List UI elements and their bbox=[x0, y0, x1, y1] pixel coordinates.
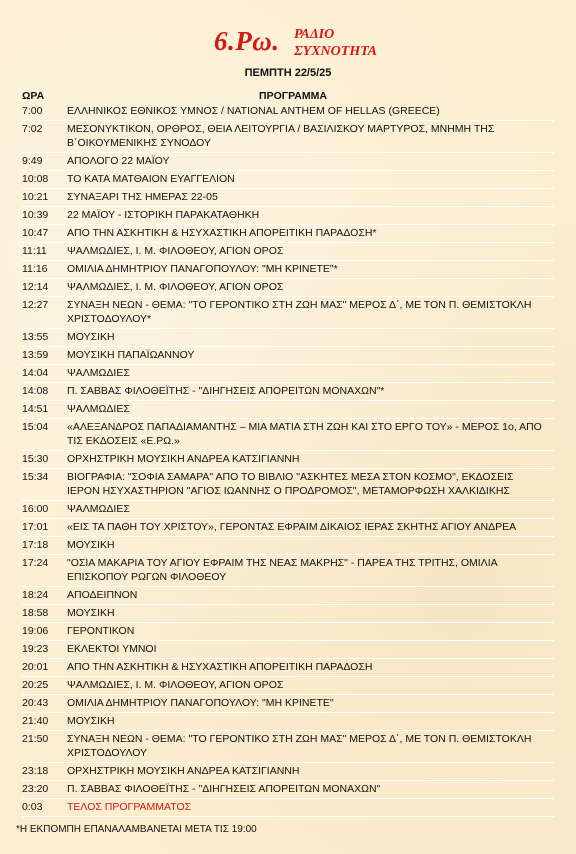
schedule-row bbox=[22, 261, 554, 279]
schedule-program: ΨΑΛΜΩΔΙΕΣ, Ι. Μ. ΦΙΛΟΘΕΟΥ, ΑΓΙΟΝ ΟΡΟΣ bbox=[67, 281, 284, 293]
footnote: *Η ΕΚΠΟΜΠΗ ΕΠΑΝΑΛΑΜΒΑΝΕΤΑΙ ΜΕΤΑ ΤΙΣ 19:00 bbox=[16, 824, 257, 835]
time-column-header: ΩΡΑ bbox=[22, 90, 45, 102]
schedule-time: 7:00 bbox=[22, 105, 43, 117]
schedule-program: ΟΜΙΛΙΑ ΔΗΜΗΤΡΙΟΥ ΠΑΝΑΓΟΠΟΥΛΟΥ: "ΜΗ ΚΡΙΝΕΤΕ" bbox=[67, 697, 334, 709]
schedule-row bbox=[22, 659, 554, 677]
schedule-program: ΜΟΥΣΙΚΗ bbox=[67, 715, 115, 727]
schedule-program: ΣΥΝΑΞΑΡΙ ΤΗΣ ΗΜΕΡΑΣ 22-05 bbox=[67, 191, 218, 203]
schedule-time: 7:02 bbox=[22, 123, 43, 135]
schedule-time: 17:18 bbox=[22, 539, 49, 551]
schedule-row bbox=[22, 419, 554, 451]
schedule-program: «ΑΛΕΞΑΝΔΡΟΣ ΠΑΠΑΔΙΑΜΑΝΤΗΣ – ΜΙΑ ΜΑΤΙΑ ΣΤΗ ΖΩΗ ΚΑΙ ΣΤΟ ΕΡΓΟ ΤΟΥ» - ΜΕΡΟΣ 1ο, ΑΠΟ ΤΙΣ ΕΚΔΟΣΕΙΣ «Ε.ΡΩ.» bbox=[67, 421, 542, 447]
schedule-program: ΑΠΟΛΟΓΟ 22 ΜΑΪΟΥ bbox=[67, 155, 170, 167]
schedule-row bbox=[22, 763, 554, 781]
schedule-program: ΑΠΟ ΤΗΝ ΑΣΚΗΤΙΚΗ & ΗΣΥΧΑΣΤΙΚΗ ΑΠΟΡΕΙΤΙΚΗ ΠΑΡΑΔΟΣΗ* bbox=[67, 227, 377, 239]
schedule-program: ΜΕΣΟΝΥΚΤΙΚΟΝ, ΟΡΘΡΟΣ, ΘΕΙΑ ΛΕΙΤΟΥΡΓΙΑ / ΒΑΣΙΛΙΣΚΟΥ ΜΑΡΤΥΡΟΣ, ΜΝΗΜΗ ΤΗΣ Β΄ΟΙΚΟΥΜΕΝΙΚΗΣ ΣΥΝΟΔΟΥ bbox=[67, 123, 495, 149]
schedule-row bbox=[22, 153, 554, 171]
schedule-row bbox=[22, 171, 554, 189]
schedule-time: 18:58 bbox=[22, 607, 49, 619]
schedule-time: 10:21 bbox=[22, 191, 49, 203]
schedule-time: 18:24 bbox=[22, 589, 49, 601]
schedule-time: 21:50 bbox=[22, 733, 49, 745]
schedule-time: 16:00 bbox=[22, 503, 49, 515]
schedule-program: ΒΙΟΓΡΑΦΙΑ: "ΣΟΦΙΑ ΣΑΜΑΡΑ" ΑΠΟ ΤΟ ΒΙΒΛΙΟ "ΑΣΚΗΤΕΣ ΜΕΣΑ ΣΤΟΝ ΚΟΣΜΟ", ΕΚΔΟΣΕΙΣ ΙΕΡΟΝ ΗΣΥΧΑΣΤΗΡΙΟΝ "ΑΓΙΟΣ ΙΩΑΝΝΗΣ Ο ΠΡΟΔΡΟΜΟΣ", ΜΕΤΑΜΟΡΦΩΣΗ ΧΑΛΚΙΔΙΚΗΣ bbox=[67, 471, 514, 497]
schedule-row bbox=[22, 799, 554, 817]
schedule-table bbox=[22, 103, 554, 817]
schedule-row bbox=[22, 347, 554, 365]
schedule-row bbox=[22, 713, 554, 731]
schedule-program: ΕΛΛΗΝΙΚΟΣ ΕΘΝΙΚΟΣ ΥΜΝΟΣ / NATIONAL ANTHEM OF HELLAS (GREECE) bbox=[67, 105, 440, 117]
schedule-time: 14:51 bbox=[22, 403, 49, 415]
schedule-time: 19:06 bbox=[22, 625, 49, 637]
schedule-row bbox=[22, 555, 554, 587]
logo-line-1: ΡΑΔΙΟ bbox=[294, 27, 335, 42]
schedule-time: 12:27 bbox=[22, 299, 49, 311]
schedule-time: 19:23 bbox=[22, 643, 49, 655]
schedule-row bbox=[22, 587, 554, 605]
schedule-row bbox=[22, 207, 554, 225]
schedule-time: 17:01 bbox=[22, 521, 49, 533]
schedule-time: 20:25 bbox=[22, 679, 49, 691]
schedule-row bbox=[22, 279, 554, 297]
schedule-program: ΜΟΥΣΙΚΗ bbox=[67, 331, 115, 343]
column-headers bbox=[0, 90, 576, 104]
schedule-program: ΑΠΟΔΕΙΠΝΟΝ bbox=[67, 589, 138, 601]
schedule-row bbox=[22, 103, 554, 121]
schedule-date: ΠΕΜΠΤΗ 22/5/25 bbox=[244, 67, 332, 79]
schedule-program: Π. ΣΑΒΒΑΣ ΦΙΛΟΘΕΪΤΗΣ - "ΔΙΗΓΗΣΕΙΣ ΑΠΟΡΕΙΤΩΝ ΜΟΝΑΧΩΝ" bbox=[67, 783, 381, 795]
schedule-time: 11:11 bbox=[22, 245, 47, 257]
schedule-row bbox=[22, 605, 554, 623]
schedule-row bbox=[22, 225, 554, 243]
schedule-row bbox=[22, 297, 554, 329]
schedule-time: 13:59 bbox=[22, 349, 49, 361]
schedule-row bbox=[22, 537, 554, 555]
schedule-time: 15:34 bbox=[22, 471, 49, 483]
schedule-row bbox=[22, 243, 554, 261]
schedule-program: "ΟΣΙΑ ΜΑΚΑΡΙΑ ΤΟΥ ΑΓΙΟΥ ΕΦΡΑΙΜ ΤΗΣ ΝΕΑΣ ΜΑΚΡΗΣ" - ΠΑΡΕΑ ΤΗΣ ΤΡΙΤΗΣ, ΟΜΙΛΙΑ ΕΠΙΣΚΟΠΟΥ ΡΩΓΩΝ ΦΙΛΟΘΕΟΥ bbox=[67, 557, 498, 583]
schedule-program: ΨΑΛΜΩΔΙΕΣ bbox=[67, 367, 130, 379]
schedule-time: 0:03 bbox=[22, 801, 43, 813]
schedule-time: 10:47 bbox=[22, 227, 49, 239]
schedule-time: 10:08 bbox=[22, 173, 49, 185]
schedule-program: ΕΚΛΕΚΤΟΙ ΥΜΝΟΙ bbox=[67, 643, 157, 655]
schedule-row bbox=[22, 469, 554, 501]
schedule-program: ΣΥΝΑΞΗ ΝΕΩΝ - ΘΕΜΑ: "ΤΟ ΓΕΡΟΝΤΙΚΟ ΣΤΗ ΖΩΗ ΜΑΣ" ΜΕΡΟΣ Δ΄, ΜΕ ΤΟΝ Π. ΘΕΜΙΣΤΟΚΛΗ ΧΡΙΣΤΟΔΟΥΛΟΥ bbox=[67, 733, 532, 759]
schedule-program: ΜΟΥΣΙΚΗ bbox=[67, 539, 115, 551]
schedule-row bbox=[22, 641, 554, 659]
schedule-program: ΑΠΟ ΤΗΝ ΑΣΚΗΤΙΚΗ & ΗΣΥΧΑΣΤΙΚΗ ΑΠΟΡΕΙΤΙΚΗ ΠΑΡΑΔΟΣΗ bbox=[67, 661, 373, 673]
schedule-program: ΣΥΝΑΞΗ ΝΕΩΝ - ΘΕΜΑ: "ΤΟ ΓΕΡΟΝΤΙΚΟ ΣΤΗ ΖΩΗ ΜΑΣ" ΜΕΡΟΣ Δ΄, ΜΕ ΤΟΝ Π. ΘΕΜΙΣΤΟΚΛΗ ΧΡΙΣΤΟΔΟΥΛΟΥ* bbox=[67, 299, 532, 325]
schedule-row bbox=[22, 695, 554, 713]
schedule-program: ΨΑΛΜΩΔΙΕΣ, Ι. Μ. ΦΙΛΟΘΕΟΥ, ΑΓΙΟΝ ΟΡΟΣ bbox=[67, 679, 284, 691]
schedule-time: 11:16 bbox=[22, 263, 48, 275]
schedule-time: 23:20 bbox=[22, 783, 49, 795]
schedule-time: 14:04 bbox=[22, 367, 49, 379]
station-logo: 6.Ρω. bbox=[214, 26, 280, 56]
schedule-time: 15:04 bbox=[22, 421, 49, 433]
schedule-row bbox=[22, 329, 554, 347]
schedule-row bbox=[22, 623, 554, 641]
schedule-program: ΜΟΥΣΙΚΗ ΠΑΠΑΪΩΑΝΝΟΥ bbox=[67, 349, 195, 361]
schedule-time: 9:49 bbox=[22, 155, 43, 167]
schedule-program: ΨΑΛΜΩΔΙΕΣ bbox=[67, 403, 130, 415]
schedule-program: ΨΑΛΜΩΔΙΕΣ, Ι. Μ. ΦΙΛΟΘΕΟΥ, ΑΓΙΟΝ ΟΡΟΣ bbox=[67, 245, 284, 257]
schedule-time: 12:14 bbox=[22, 281, 49, 293]
schedule-time: 17:24 bbox=[22, 557, 49, 569]
schedule-time: 13:55 bbox=[22, 331, 49, 343]
schedule-time: 20:43 bbox=[22, 697, 49, 709]
schedule-row bbox=[22, 451, 554, 469]
schedule-program: ΤΕΛΟΣ ΠΡΟΓΡΑΜΜΑΤΟΣ bbox=[67, 801, 192, 813]
program-column-header: ΠΡΟΓΡΑΜΜΑ bbox=[259, 90, 327, 102]
schedule-program: ΟΜΙΛΙΑ ΔΗΜΗΤΡΙΟΥ ΠΑΝΑΓΟΠΟΥΛΟΥ: "ΜΗ ΚΡΙΝΕΤΕ"* bbox=[67, 263, 338, 275]
schedule-program: 22 ΜΑΪΟΥ - ΙΣΤΟΡΙΚΗ ΠΑΡΑΚΑΤΑΘΗΚΗ bbox=[67, 209, 260, 221]
schedule-row bbox=[22, 189, 554, 207]
schedule-time: 23:18 bbox=[22, 765, 49, 777]
schedule-row bbox=[22, 383, 554, 401]
schedule-program: ΤΟ ΚΑΤΑ ΜΑΤΘΑΙΟΝ ΕΥΑΓΓΕΛΙΟΝ bbox=[67, 173, 235, 185]
schedule-row bbox=[22, 501, 554, 519]
logo-line-2: ΣΥΧΝΟΤΗΤΑ bbox=[294, 44, 378, 59]
header bbox=[0, 0, 576, 86]
schedule-time: 21:40 bbox=[22, 715, 49, 727]
schedule-time: 15:30 bbox=[22, 453, 49, 465]
schedule-row bbox=[22, 121, 554, 153]
station-logo-subtitle bbox=[294, 26, 377, 60]
schedule-program: Π. ΣΑΒΒΑΣ ΦΙΛΟΘΕΪΤΗΣ - "ΔΙΗΓΗΣΕΙΣ ΑΠΟΡΕΙΤΩΝ ΜΟΝΑΧΩΝ"* bbox=[67, 385, 385, 397]
schedule-time: 14:08 bbox=[22, 385, 49, 397]
schedule-program: «ΕΙΣ ΤΑ ΠΑΘΗ ΤΟΥ ΧΡΙΣΤΟΥ», ΓΕΡΟΝΤΑΣ ΕΦΡΑΙΜ ΔΙΚΑΙΟΣ ΙΕΡΑΣ ΣΚΗΤΗΣ ΑΓΙΟΥ ΑΝΔΡΕΑ bbox=[67, 521, 517, 533]
schedule-row bbox=[22, 781, 554, 799]
schedule-program: ΜΟΥΣΙΚΗ bbox=[67, 607, 115, 619]
schedule-row bbox=[22, 401, 554, 419]
schedule-time: 10:39 bbox=[22, 209, 49, 221]
schedule-program: ΟΡΧΗΣΤΡΙΚΗ ΜΟΥΣΙΚΗ ΑΝΔΡΕΑ ΚΑΤΣΙΓΙΑΝΝΗ bbox=[67, 453, 300, 465]
schedule-row bbox=[22, 731, 554, 763]
schedule-row bbox=[22, 677, 554, 695]
schedule-program: ΨΑΛΜΩΔΙΕΣ bbox=[67, 503, 130, 515]
schedule-time: 20:01 bbox=[22, 661, 49, 673]
schedule-row bbox=[22, 365, 554, 383]
schedule-program: ΟΡΧΗΣΤΡΙΚΗ ΜΟΥΣΙΚΗ ΑΝΔΡΕΑ ΚΑΤΣΙΓΙΑΝΝΗ bbox=[67, 765, 300, 777]
schedule-row bbox=[22, 519, 554, 537]
schedule-program: ΓΕΡΟΝΤΙΚΟΝ bbox=[67, 625, 135, 637]
